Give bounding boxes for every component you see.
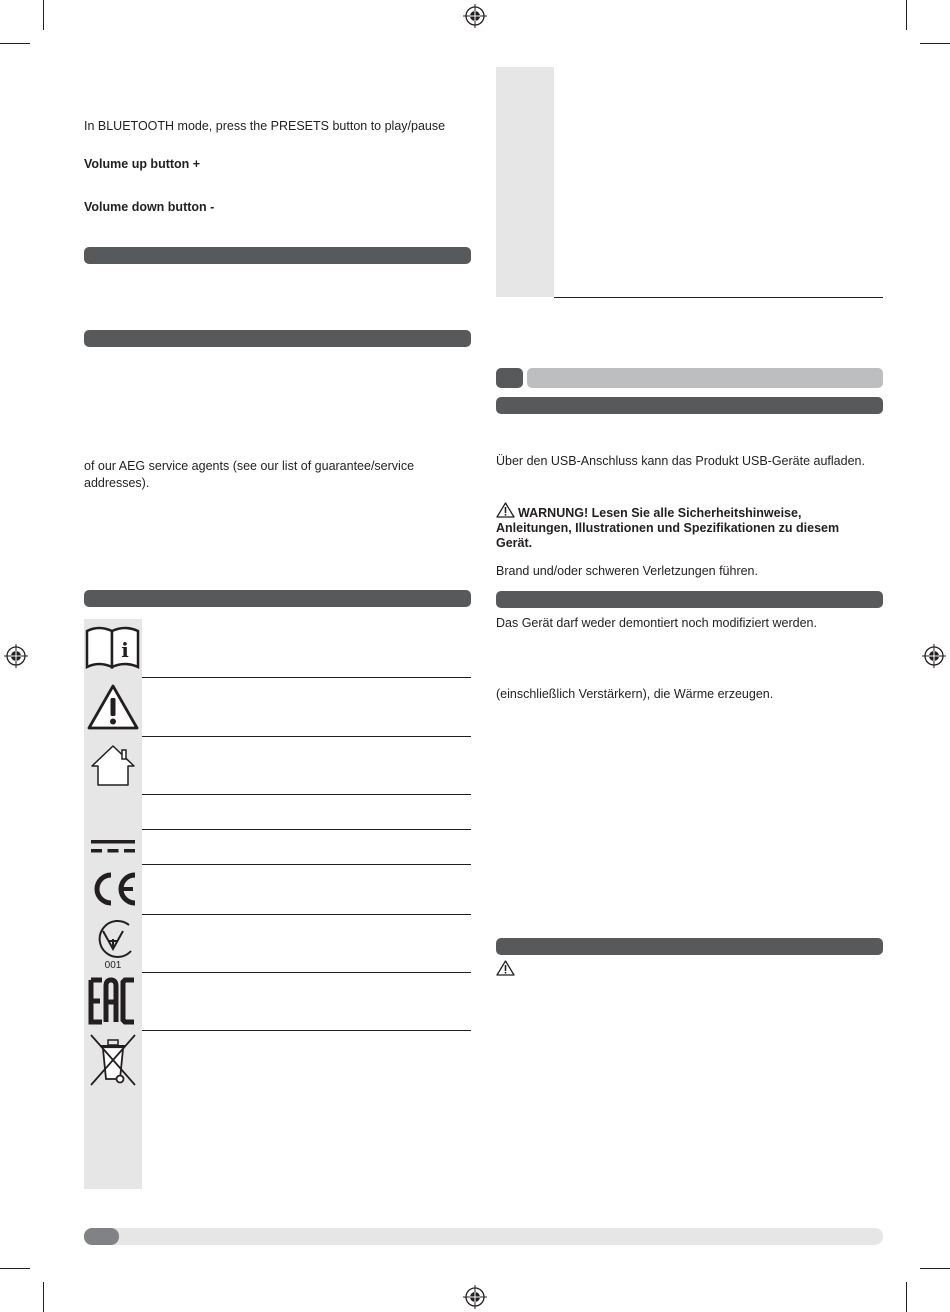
crop-mark	[906, 1282, 907, 1312]
volume-up-heading: Volume up button +	[84, 157, 201, 171]
warning-triangle-icon	[84, 677, 142, 736]
language-tab	[496, 368, 523, 388]
service-text-line2: addresses).	[84, 476, 150, 490]
page-number-tab	[84, 1228, 119, 1245]
section-header-bar	[84, 590, 471, 607]
footer-bar	[84, 1228, 883, 1245]
weee-bin-icon	[84, 1030, 142, 1090]
registration-mark-icon	[4, 644, 28, 668]
gray-panel	[496, 67, 554, 297]
fire-injury-text: Brand und/oder schweren Verletzungen führen.	[496, 564, 758, 578]
crop-mark	[0, 1268, 30, 1269]
crop-mark	[43, 0, 44, 30]
service-text-line1: of our AEG service agents (see our list of guarantee/service	[84, 459, 415, 473]
section-header-bar	[496, 591, 883, 608]
crop-mark	[906, 0, 907, 30]
registration-mark-icon	[922, 644, 946, 668]
crop-mark	[0, 43, 30, 44]
panel-underline	[554, 297, 883, 298]
warning-heading-line2: Anleitungen, Illustrationen und Spezifikationen zu diesem	[496, 521, 840, 535]
section-header-bar	[496, 397, 883, 414]
ukraine-conformity-icon	[84, 914, 142, 972]
row-divider	[142, 677, 471, 678]
row-divider	[142, 914, 471, 915]
heat-sources-text: (einschließlich Verstärkern), die Wärme erzeugen.	[496, 687, 774, 701]
section-header-bar	[84, 247, 471, 264]
row-divider	[142, 736, 471, 737]
svg-text:i: i	[121, 638, 129, 662]
blank-symbol-cell	[84, 794, 142, 829]
volume-down-heading: Volume down button -	[84, 200, 215, 214]
warning-triangle-icon	[496, 502, 515, 518]
registration-mark-icon	[463, 1285, 487, 1309]
crop-mark	[43, 1282, 44, 1312]
row-divider	[142, 864, 471, 865]
warning-triangle-icon	[496, 960, 515, 976]
crop-mark	[920, 1268, 950, 1269]
row-divider	[142, 1030, 471, 1031]
ce-mark-icon	[84, 864, 142, 914]
row-divider	[142, 972, 471, 973]
section-header-bar	[496, 938, 883, 955]
dismantle-text: Das Gerät darf weder demontiert noch modifiziert werden.	[496, 616, 817, 630]
warning-heading-line3: Gerät.	[496, 536, 533, 550]
usb-charging-text: Über den USB-Anschluss kann das Produkt USB-Geräte aufladen.	[496, 454, 865, 468]
conformity-number: 001	[104, 960, 122, 971]
manual-info-icon	[84, 619, 142, 677]
crop-mark	[920, 43, 950, 44]
presets-instruction: In BLUETOOTH mode, press the PRESETS button to play/pause	[84, 119, 446, 133]
warning-heading-line1: WARNUNG! Lesen Sie alle Sicherheitshinweise,	[518, 506, 802, 520]
indoor-house-icon	[84, 736, 142, 794]
row-divider	[142, 794, 471, 795]
row-divider	[142, 829, 471, 830]
section-header-bar	[84, 330, 471, 347]
registration-mark-icon	[463, 4, 487, 28]
eac-mark-icon	[84, 972, 142, 1030]
direct-current-icon	[84, 829, 142, 864]
language-header-bar	[527, 368, 883, 388]
